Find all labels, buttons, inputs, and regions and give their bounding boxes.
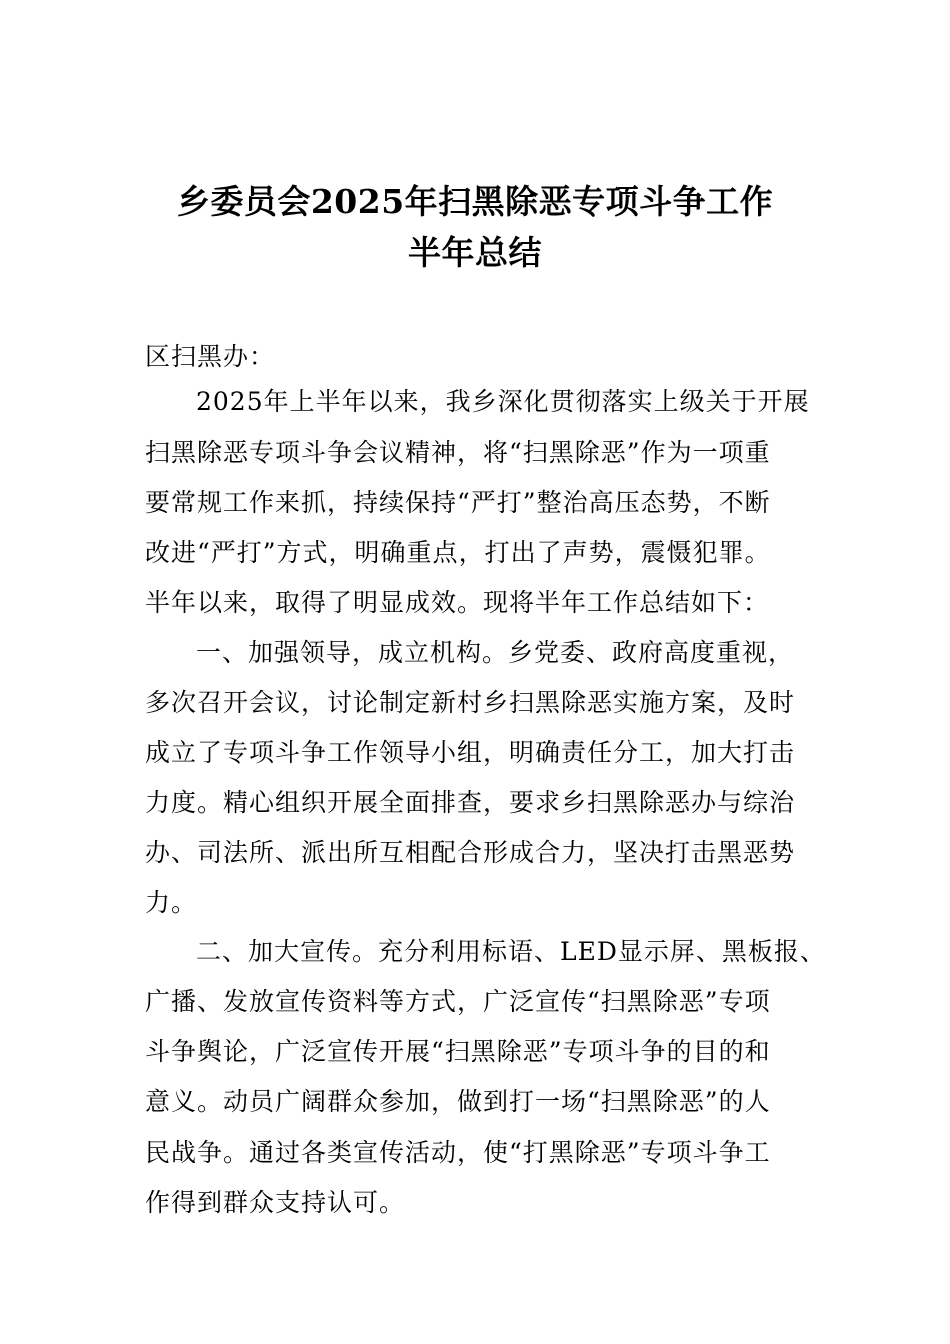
paragraph-2-line-3: 成立了专项斗争工作领导小组，明确责任分工，加大打击	[145, 738, 796, 767]
paragraph-2-line-5: 办、司法所、派出所互相配合形成合力，坚决打击黑恶势	[145, 838, 796, 867]
paragraph-2-line-4: 力度。精心组织开展全面排查，要求乡扫黑除恶办与综治	[145, 788, 796, 817]
document-title-line-1: 乡委员会2025年扫黑除恶专项斗争工作	[176, 182, 774, 221]
paragraph-3-line-6: 作得到群众支持认可。	[145, 1188, 406, 1217]
paragraph-3-line-4: 意义。动员广阔群众参加，做到打一场“扫黑除恶”的人	[145, 1087, 771, 1116]
paragraph-1-line-1: 2025年上半年以来，我乡深化贯彻落实上级关于开展	[196, 387, 810, 416]
paragraph-2-line-6: 力。	[145, 888, 198, 917]
paragraph-2-line-1: 一、加强领导，成立机构。乡党委、政府高度重视，	[196, 638, 795, 667]
paragraph-3-line-2: 广播、发放宣传资料等方式，广泛宣传“扫黑除恶”专项	[145, 987, 771, 1016]
paragraph-3-line-3: 斗争舆论，广泛宣传开展“扫黑除恶”专项斗争的目的和	[145, 1037, 771, 1066]
document-title-line-2: 半年总结	[408, 233, 542, 272]
salutation: 区扫黑办：	[145, 342, 276, 371]
paragraph-1-line-2: 扫黑除恶专项斗争会议精神，将“扫黑除恶”作为一项重	[145, 438, 771, 467]
paragraph-1-line-5: 半年以来，取得了明显成效。现将半年工作总结如下：	[145, 588, 770, 617]
paragraph-1-line-3: 要常规工作来抓，持续保持“严打”整治高压态势，不断	[145, 488, 771, 517]
paragraph-3-line-5: 民战争。通过各类宣传活动，使“打黑除恶”专项斗争工	[145, 1138, 771, 1167]
paragraph-2-line-2: 多次召开会议，讨论制定新村乡扫黑除恶实施方案，及时	[145, 688, 796, 717]
paragraph-3-line-1: 二、加大宣传。充分利用标语、LED显示屏、黑板报、	[196, 937, 826, 966]
paragraph-1-line-4: 改进“严打”方式，明确重点，打出了声势，震慑犯罪。	[145, 538, 771, 567]
